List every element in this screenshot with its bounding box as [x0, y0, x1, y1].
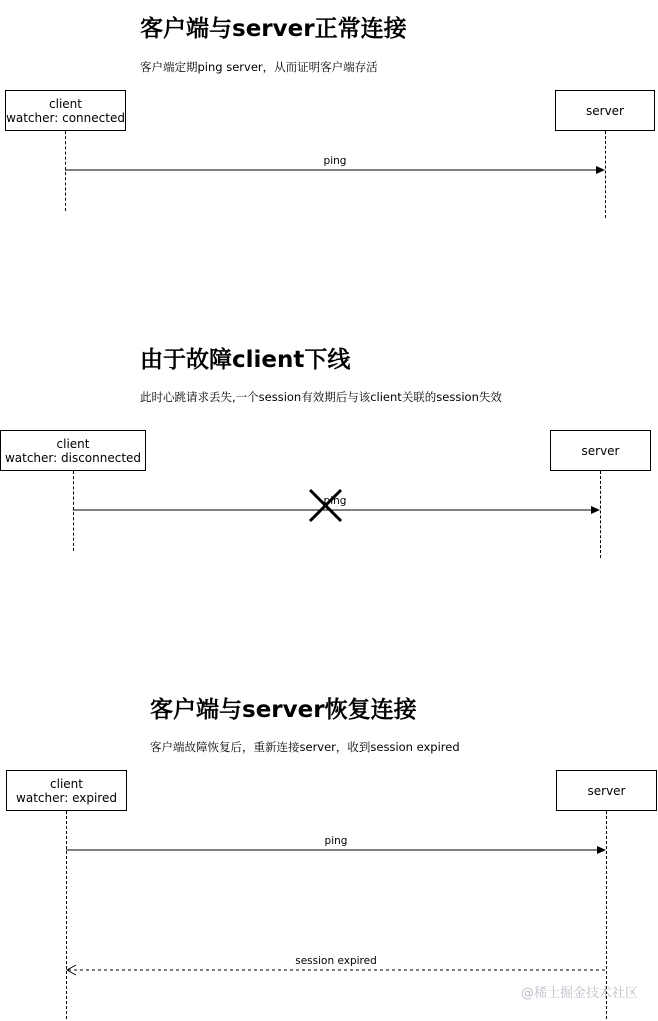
ping-arrow-section-1 — [65, 166, 605, 174]
ping-message-label: ping — [324, 835, 348, 847]
section-subtitle: 此时心跳请求丢失,一个session有效期后与该client关联的session失效 — [140, 390, 502, 404]
section-title: 客户端与server正常连接 — [140, 16, 407, 42]
client-name: client — [56, 436, 90, 451]
watermark: @稀土掘金技术社区 — [520, 986, 638, 1001]
server-name: server — [581, 443, 620, 458]
client-name: client — [50, 776, 83, 791]
lost-message-cross-icon — [310, 490, 341, 521]
session-expired-return-arrow — [67, 965, 606, 975]
section-title: 客户端与server恢复连接 — [150, 697, 417, 723]
ping-arrow-section-3 — [66, 846, 606, 854]
server-name: server — [587, 783, 626, 798]
ping-message-label: ping — [323, 155, 347, 167]
ping-message-label: ping — [323, 495, 347, 507]
client-status: watcher: expired — [16, 790, 117, 805]
client-name: client — [49, 96, 82, 111]
session-expired-message-label: session expired — [295, 955, 377, 967]
client-status: watcher: disconnected — [4, 450, 142, 465]
ping-arrow-section-2 — [73, 506, 600, 514]
section-subtitle: 客户端故障恢复后，重新连接server，收到session expired — [150, 740, 460, 754]
client-status: watcher: connected — [6, 110, 125, 125]
section-title: 由于故障client下线 — [140, 347, 351, 373]
server-name: server — [586, 103, 624, 118]
section-subtitle: 客户端定期ping server，从而证明客户端存活 — [140, 60, 378, 74]
